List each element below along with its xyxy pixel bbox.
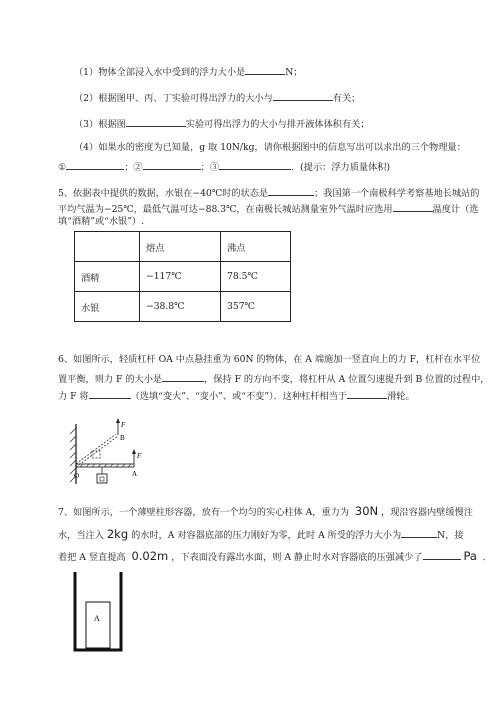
q4-sub4-line2 xyxy=(58,159,390,174)
arrowhead-icon xyxy=(132,449,136,454)
q7-text-b: ，现沿容器内壁缓慢注 xyxy=(381,507,473,518)
answer-blank[interactable] xyxy=(268,185,314,196)
q5-line2 xyxy=(58,201,478,216)
lever-diagram xyxy=(64,418,164,496)
label-cylinder-a: A xyxy=(94,614,100,623)
q7-line3 xyxy=(58,549,492,564)
q4-sub3-text: （3）根据图 xyxy=(74,119,126,130)
q7-text-c: 水，当注入 xyxy=(58,530,104,541)
table-cell: −38.8℃ xyxy=(140,292,221,322)
container-diagram xyxy=(70,570,130,656)
q6-line2 xyxy=(58,371,489,386)
q7-line2 xyxy=(58,527,464,542)
table-cell: 酒精 xyxy=(75,262,140,292)
answer-blank[interactable] xyxy=(347,388,387,399)
lever-bar xyxy=(76,464,134,467)
q7-height: 0.02m xyxy=(131,549,169,563)
answer-blank[interactable] xyxy=(401,527,437,538)
q4-sub2-text: （2）根据图甲、丙、丁实验可得出浮力的大小与 xyxy=(74,93,273,104)
q4-sub1 xyxy=(74,64,302,79)
melting-boiling-table xyxy=(74,231,291,322)
table-header-cell: 沸点 xyxy=(221,232,291,262)
table-row xyxy=(75,292,291,322)
q6-text-b: 置平衡，则力 F 的大小是 xyxy=(58,374,163,385)
table-cell: 水银 xyxy=(75,292,140,322)
answer-blank[interactable] xyxy=(273,90,333,101)
answer-blank[interactable] xyxy=(219,159,291,170)
q4-sub2 xyxy=(74,90,360,105)
q5-text-e: 填“酒精”或“水银”）. xyxy=(58,216,145,227)
table-header-cell xyxy=(75,232,140,262)
q5-line1 xyxy=(58,185,479,200)
q4-sub4-text: （4）如果水的密度为已知量，g 取 10N/kg，请你根据图中的信息写出可以求出的三个物理量： xyxy=(74,142,466,153)
table-cell: 78.5℃ xyxy=(221,262,291,292)
label-f-right: F xyxy=(137,452,142,460)
q4-sub4-line1 xyxy=(74,142,466,154)
q7-text-a: 7、如图所示，一个薄壁柱形容器，放有一个均匀的实心柱体 A，重力为 xyxy=(58,507,350,518)
q5-text-c: 平均气温为−25℃，最低气温可达−88.3℃，在南极长城站测量室外气温时应选用 xyxy=(58,204,393,215)
table-cell: 357℃ xyxy=(221,292,291,322)
table-header-cell: 熔点 xyxy=(140,232,221,262)
answer-blank[interactable] xyxy=(423,549,461,560)
q7-weight: 30N xyxy=(354,504,379,518)
q6-line3 xyxy=(58,388,415,403)
weight-box xyxy=(97,474,107,483)
circle-2: ；② xyxy=(124,162,143,173)
q6-text-a: 6、如图所示，轻质杠杆 OA 中点悬挂重为 60N 的物体，在 A 端施加一竖直向上的力 F，杠杆在水平位 xyxy=(58,354,481,365)
q7-mass: 2kg xyxy=(106,527,129,541)
q4-sub3-end: 实验可得出浮力的大小与排开液体体积有关； xyxy=(185,119,370,130)
q5-line3 xyxy=(58,216,144,228)
label-b: B xyxy=(120,434,125,442)
q4-sub1-text: （1）物体全部浸入水中受到的浮力大小是 xyxy=(74,67,246,78)
label-o: O xyxy=(74,472,80,480)
q7-text-d: 的水时，A 对容器底部的压力刚好为零，此时 A 所受的浮力大小为 xyxy=(131,530,402,541)
q6-text-e: （选填“变大”、“变小”、或“不变”）．这种杠杆相当于 xyxy=(130,391,348,402)
q6-line1 xyxy=(58,354,480,366)
table-cell: −117℃ xyxy=(140,262,221,292)
q7-text-e: N，接 xyxy=(437,530,464,541)
answer-blank[interactable] xyxy=(162,371,204,382)
cylinder-a xyxy=(86,602,110,648)
table-row xyxy=(75,262,291,292)
answer-blank[interactable] xyxy=(143,159,201,170)
q7-unit: Pa xyxy=(463,549,477,563)
q5-text-a: 5、依据表中提供的数据，水银在−40℃时的状态是 xyxy=(58,188,269,199)
q5-text-d: 温度计（选 xyxy=(432,204,479,215)
q7-line1 xyxy=(58,505,473,519)
q7-text-f: 着把 A 竖直提高 xyxy=(58,552,126,563)
q7-text-g: ，下表面没有露出水面，则 A 静止时水对容器底的压强减少了 xyxy=(171,552,423,563)
label-a: A xyxy=(132,470,138,478)
circle-3: ；③ xyxy=(200,162,219,173)
q7-text-h: ． xyxy=(482,552,492,563)
q4-sub1-unit: N； xyxy=(285,67,303,78)
q6-text-f: 滑轮。 xyxy=(387,391,415,402)
answer-blank[interactable] xyxy=(245,64,285,75)
raised-lever xyxy=(76,434,118,467)
arrowhead-icon xyxy=(116,418,120,423)
label-f-top: F xyxy=(121,421,126,429)
q4-sub2-end: 有关； xyxy=(332,93,361,104)
q4-hint: ．(提示：浮力质量体积) xyxy=(291,162,391,173)
q4-sub3 xyxy=(74,116,370,131)
answer-blank[interactable] xyxy=(66,159,124,170)
answer-blank[interactable] xyxy=(393,201,433,212)
q6-text-d: 力 F 将 xyxy=(58,391,89,402)
answer-blank[interactable] xyxy=(89,388,131,399)
q6-text-c: ，保持 F 的方向不变，将杠杆从 A 位置匀速提升到 B 位置的过程中， xyxy=(204,374,490,385)
answer-blank[interactable] xyxy=(126,116,186,127)
lever-hatch xyxy=(80,464,131,467)
q5-text-b: ；我国第一个南极科学考察基地长城站的 xyxy=(314,188,480,199)
table-header-row xyxy=(75,232,291,262)
circle-1: ① xyxy=(58,162,67,173)
